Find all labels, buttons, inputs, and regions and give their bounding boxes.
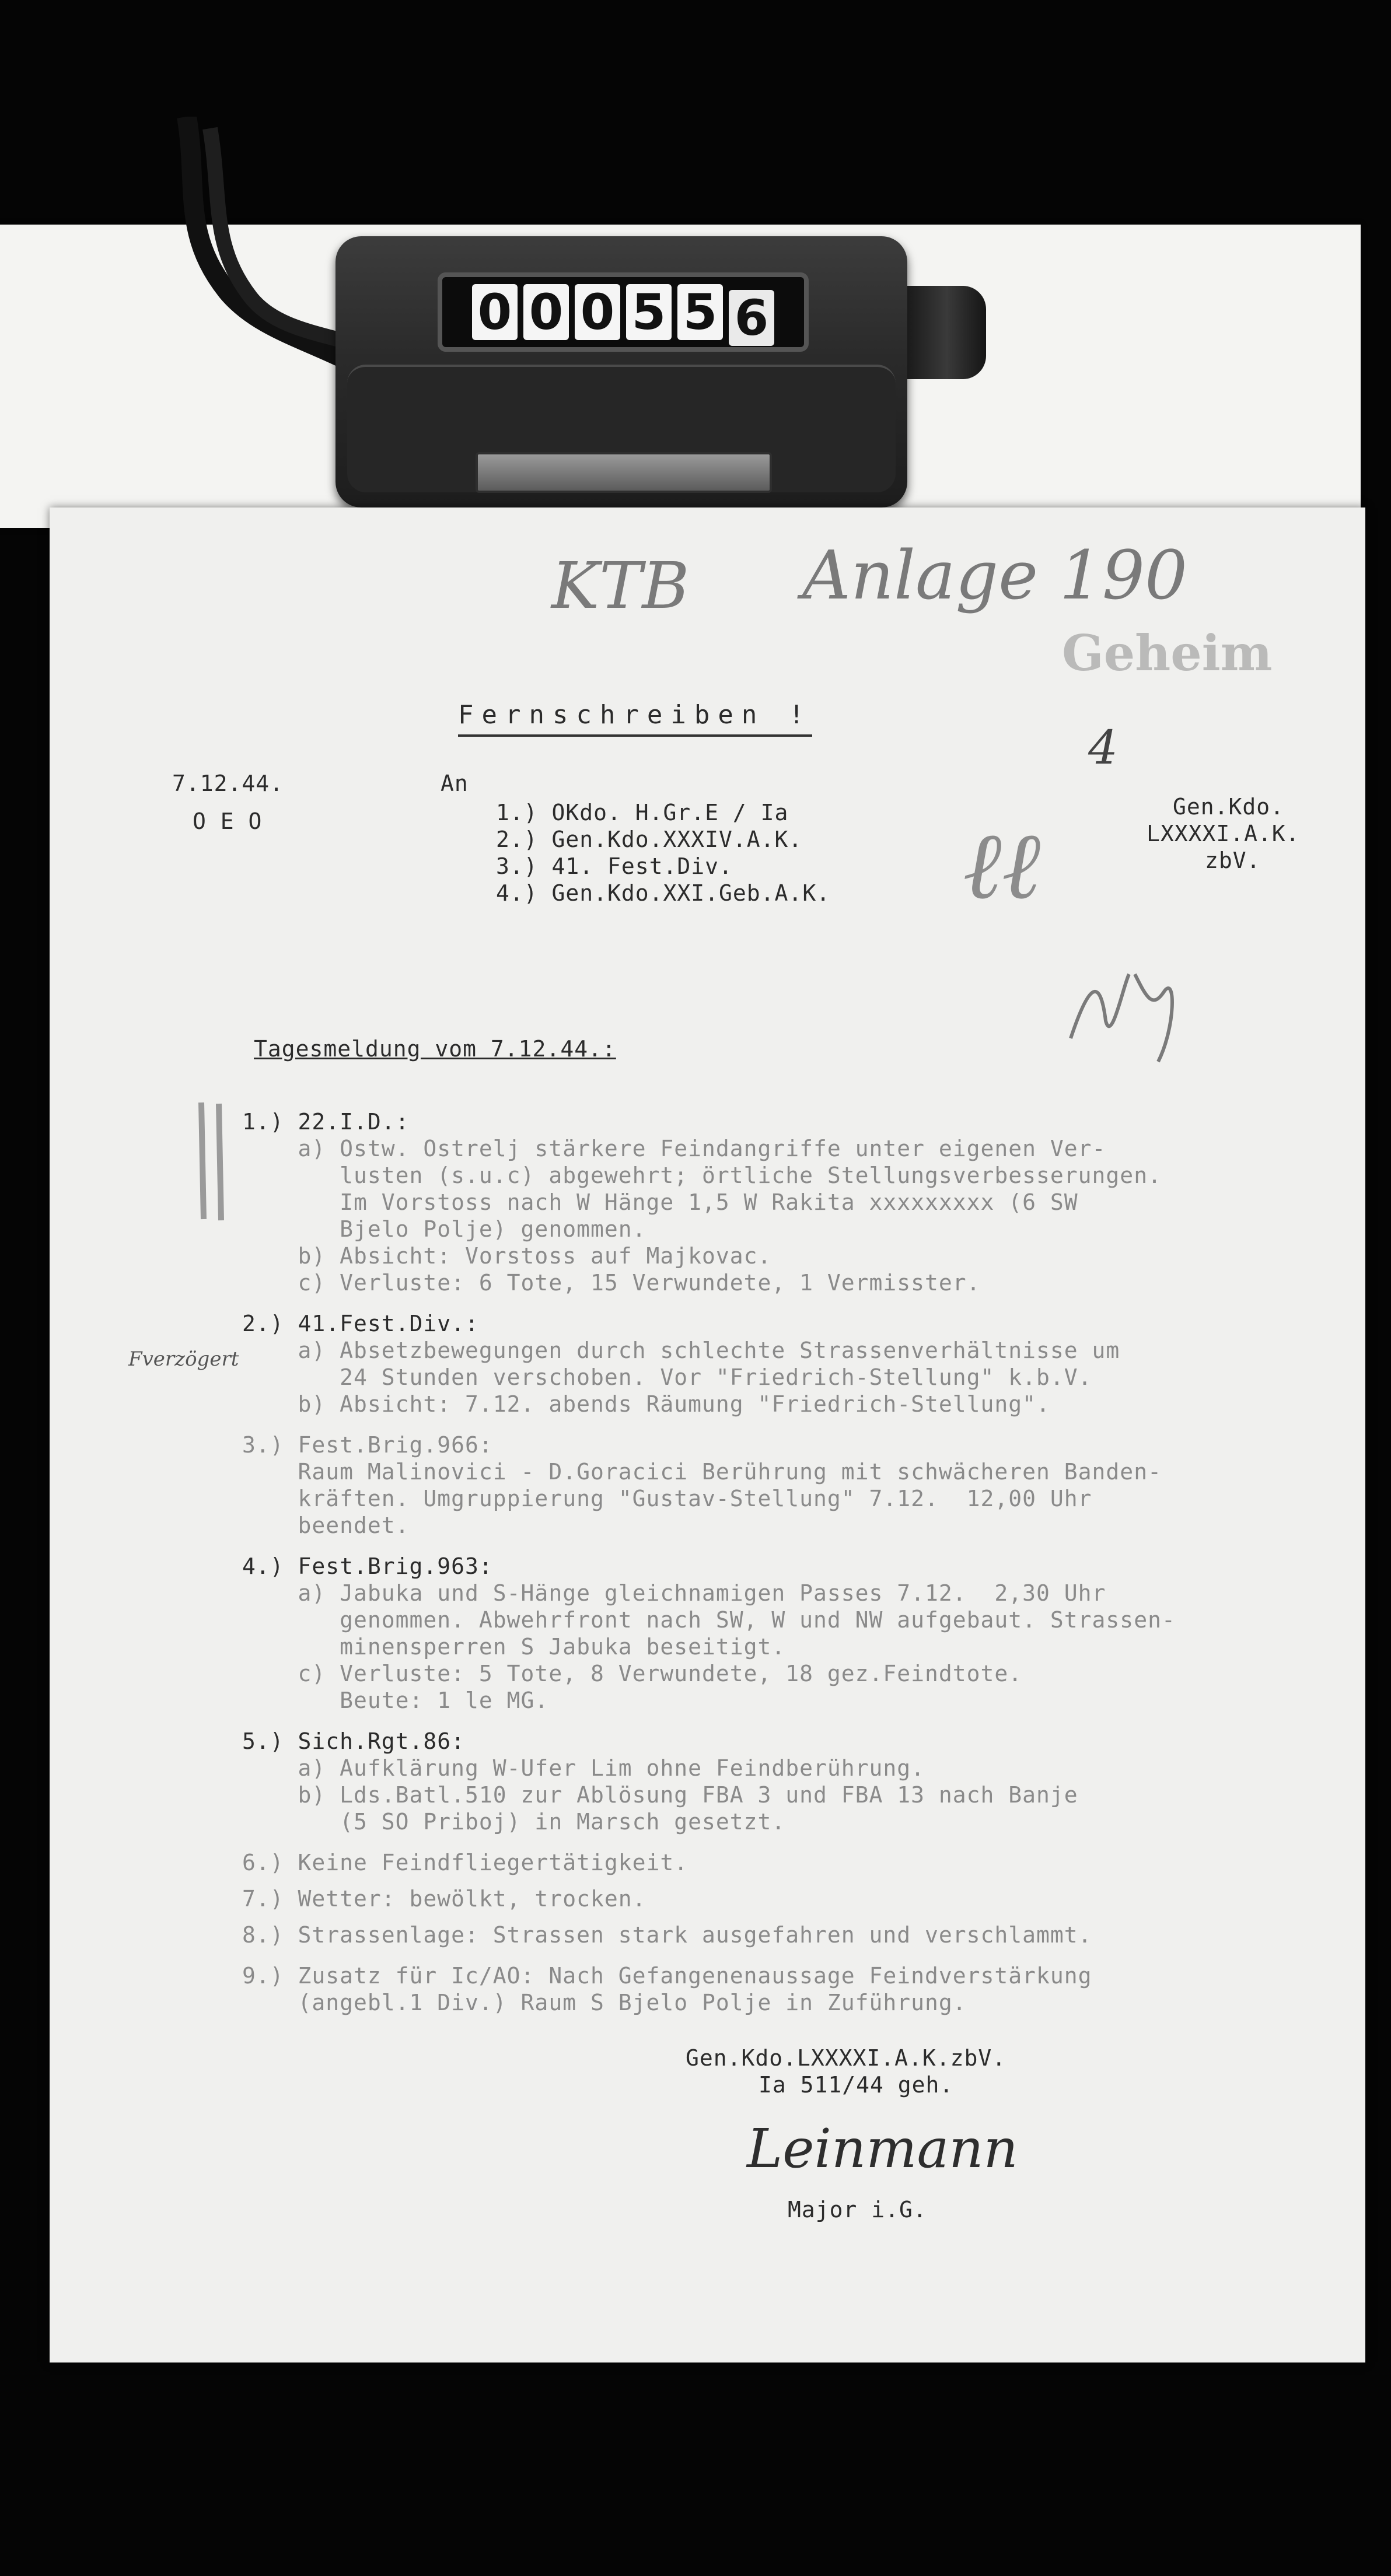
report-heading: Tagesmeldung vom 7.12.44.: bbox=[254, 1036, 616, 1062]
counter-digit: 5 bbox=[626, 284, 672, 340]
ktb-annotation: KTB bbox=[551, 548, 690, 623]
report-line: 24 Stunden verschoben. Vor "Friedrich-Stellung" k.b.V. bbox=[242, 1364, 1092, 1390]
margin-bar-mark bbox=[195, 1097, 230, 1225]
page-number-annotation: 4 bbox=[1088, 720, 1118, 775]
teletype-document bbox=[50, 508, 1365, 2362]
counter-digit: 6 bbox=[729, 290, 774, 346]
counter-digit: 0 bbox=[523, 284, 569, 340]
document-code: O E O bbox=[193, 808, 263, 834]
document-date: 7.12.44. bbox=[172, 771, 284, 796]
report-line: c) Verluste: 5 Tote, 8 Verwundete, 18 gez.Feindtote. bbox=[242, 1661, 1023, 1686]
report-line: lusten (s.u.c) abgewehrt; örtliche Stellungsverbesserungen. bbox=[242, 1163, 1162, 1188]
document-title: Fernschreiben ! bbox=[458, 700, 812, 737]
counter-display bbox=[438, 272, 809, 352]
signature-rank: Major i.G. bbox=[788, 2197, 927, 2222]
sender-line: LXXXXI.A.K. bbox=[1147, 821, 1300, 846]
counter-digit: 0 bbox=[575, 284, 620, 340]
report-line: 9.) Zusatz für Ic/AO: Nach Gefangenenaussage Feindverstärkung bbox=[242, 1963, 1092, 1989]
handwritten-signature: Leinmann bbox=[747, 2118, 1018, 2180]
report-line: b) Absicht: 7.12. abends Räumung "Friedrich-Stellung". bbox=[242, 1391, 1050, 1417]
report-line: c) Verluste: 6 Tote, 15 Verwundete, 1 Vermisster. bbox=[242, 1270, 981, 1296]
signature-block-line: Ia 511/44 geh. bbox=[759, 2072, 954, 2098]
report-line: Beute: 1 le MG. bbox=[242, 1688, 549, 1713]
report-line: kräften. Umgruppierung "Gustav-Stellung" 7.12. 12,00 Uhr bbox=[242, 1486, 1092, 1511]
margin-note-annotation: Fverzögert bbox=[128, 1348, 239, 1371]
initials-annotation: ℓℓ bbox=[963, 811, 1041, 920]
report-line: 1.) 22.I.D.: bbox=[242, 1109, 410, 1135]
report-line: 3.) Fest.Brig.966: bbox=[242, 1432, 493, 1458]
recipient-line: 1.) OKdo. H.Gr.E / Ia bbox=[496, 800, 789, 825]
counter-knob bbox=[907, 286, 986, 379]
report-line: 2.) 41.Fest.Div.: bbox=[242, 1311, 479, 1336]
report-line: genommen. Abwehrfront nach SW, W und NW aufgebaut. Strassen- bbox=[242, 1607, 1176, 1633]
report-line: 4.) Fest.Brig.963: bbox=[242, 1553, 493, 1579]
page-counter bbox=[335, 236, 907, 508]
report-line: Bjelo Polje) genommen. bbox=[242, 1216, 646, 1242]
report-line: a) Absetzbewegungen durch schlechte Strassenverhältnisse um bbox=[242, 1338, 1120, 1363]
report-line: 5.) Sich.Rgt.86: bbox=[242, 1728, 466, 1754]
sender-line: zbV. bbox=[1205, 848, 1261, 873]
report-line: Im Vorstoss nach W Hänge 1,5 W Rakita xxxxxxxxx (6 SW bbox=[242, 1189, 1078, 1215]
report-line: a) Ostw. Ostrelj stärkere Feindangriffe unter eigenen Ver- bbox=[242, 1136, 1106, 1161]
recipient-line: 3.) 41. Fest.Div. bbox=[496, 853, 733, 879]
report-line: 7.) Wetter: bewölkt, trocken. bbox=[242, 1886, 646, 1912]
recipient-line: 4.) Gen.Kdo.XXI.Geb.A.K. bbox=[496, 880, 831, 906]
to-label: An bbox=[441, 771, 469, 796]
report-line: b) Absicht: Vorstoss auf Majkovac. bbox=[242, 1243, 772, 1269]
sender-line: Gen.Kdo. bbox=[1173, 794, 1285, 820]
report-line: (angebl.1 Div.) Raum S Bjelo Polje in Zuführung. bbox=[242, 1990, 967, 2015]
counter-cable bbox=[175, 117, 362, 385]
counter-plate bbox=[476, 452, 772, 493]
counter-digit: 0 bbox=[472, 284, 518, 340]
report-line: minensperren S Jabuka beseitigt. bbox=[242, 1634, 786, 1660]
report-line: b) Lds.Batl.510 zur Ablösung FBA 3 und FBA 13 nach Banje bbox=[242, 1782, 1078, 1808]
report-line: 6.) Keine Feindfliegertätigkeit. bbox=[242, 1850, 688, 1875]
report-line: a) Aufklärung W-Ufer Lim ohne Feindberührung. bbox=[242, 1755, 925, 1781]
report-line: (5 SO Priboj) in Marsch gesetzt. bbox=[242, 1809, 786, 1835]
report-line: a) Jabuka und S-Hänge gleichnamigen Passes 7.12. 2,30 Uhr bbox=[242, 1580, 1106, 1606]
counter-digit: 5 bbox=[677, 284, 723, 340]
anlage-annotation: Anlage 190 bbox=[802, 537, 1188, 615]
recipient-line: 2.) Gen.Kdo.XXXIV.A.K. bbox=[496, 827, 803, 852]
geheim-stamp: Geheim bbox=[1062, 624, 1273, 682]
signature-mark bbox=[1065, 951, 1199, 1068]
report-line: beendet. bbox=[242, 1513, 410, 1538]
report-line: Raum Malinovici - D.Goracici Berührung mit schwächeren Banden- bbox=[242, 1459, 1162, 1485]
signature-block-line: Gen.Kdo.LXXXXI.A.K.zbV. bbox=[686, 2045, 1006, 2071]
report-line: 8.) Strassenlage: Strassen stark ausgefahren und verschlammt. bbox=[242, 1922, 1092, 1948]
